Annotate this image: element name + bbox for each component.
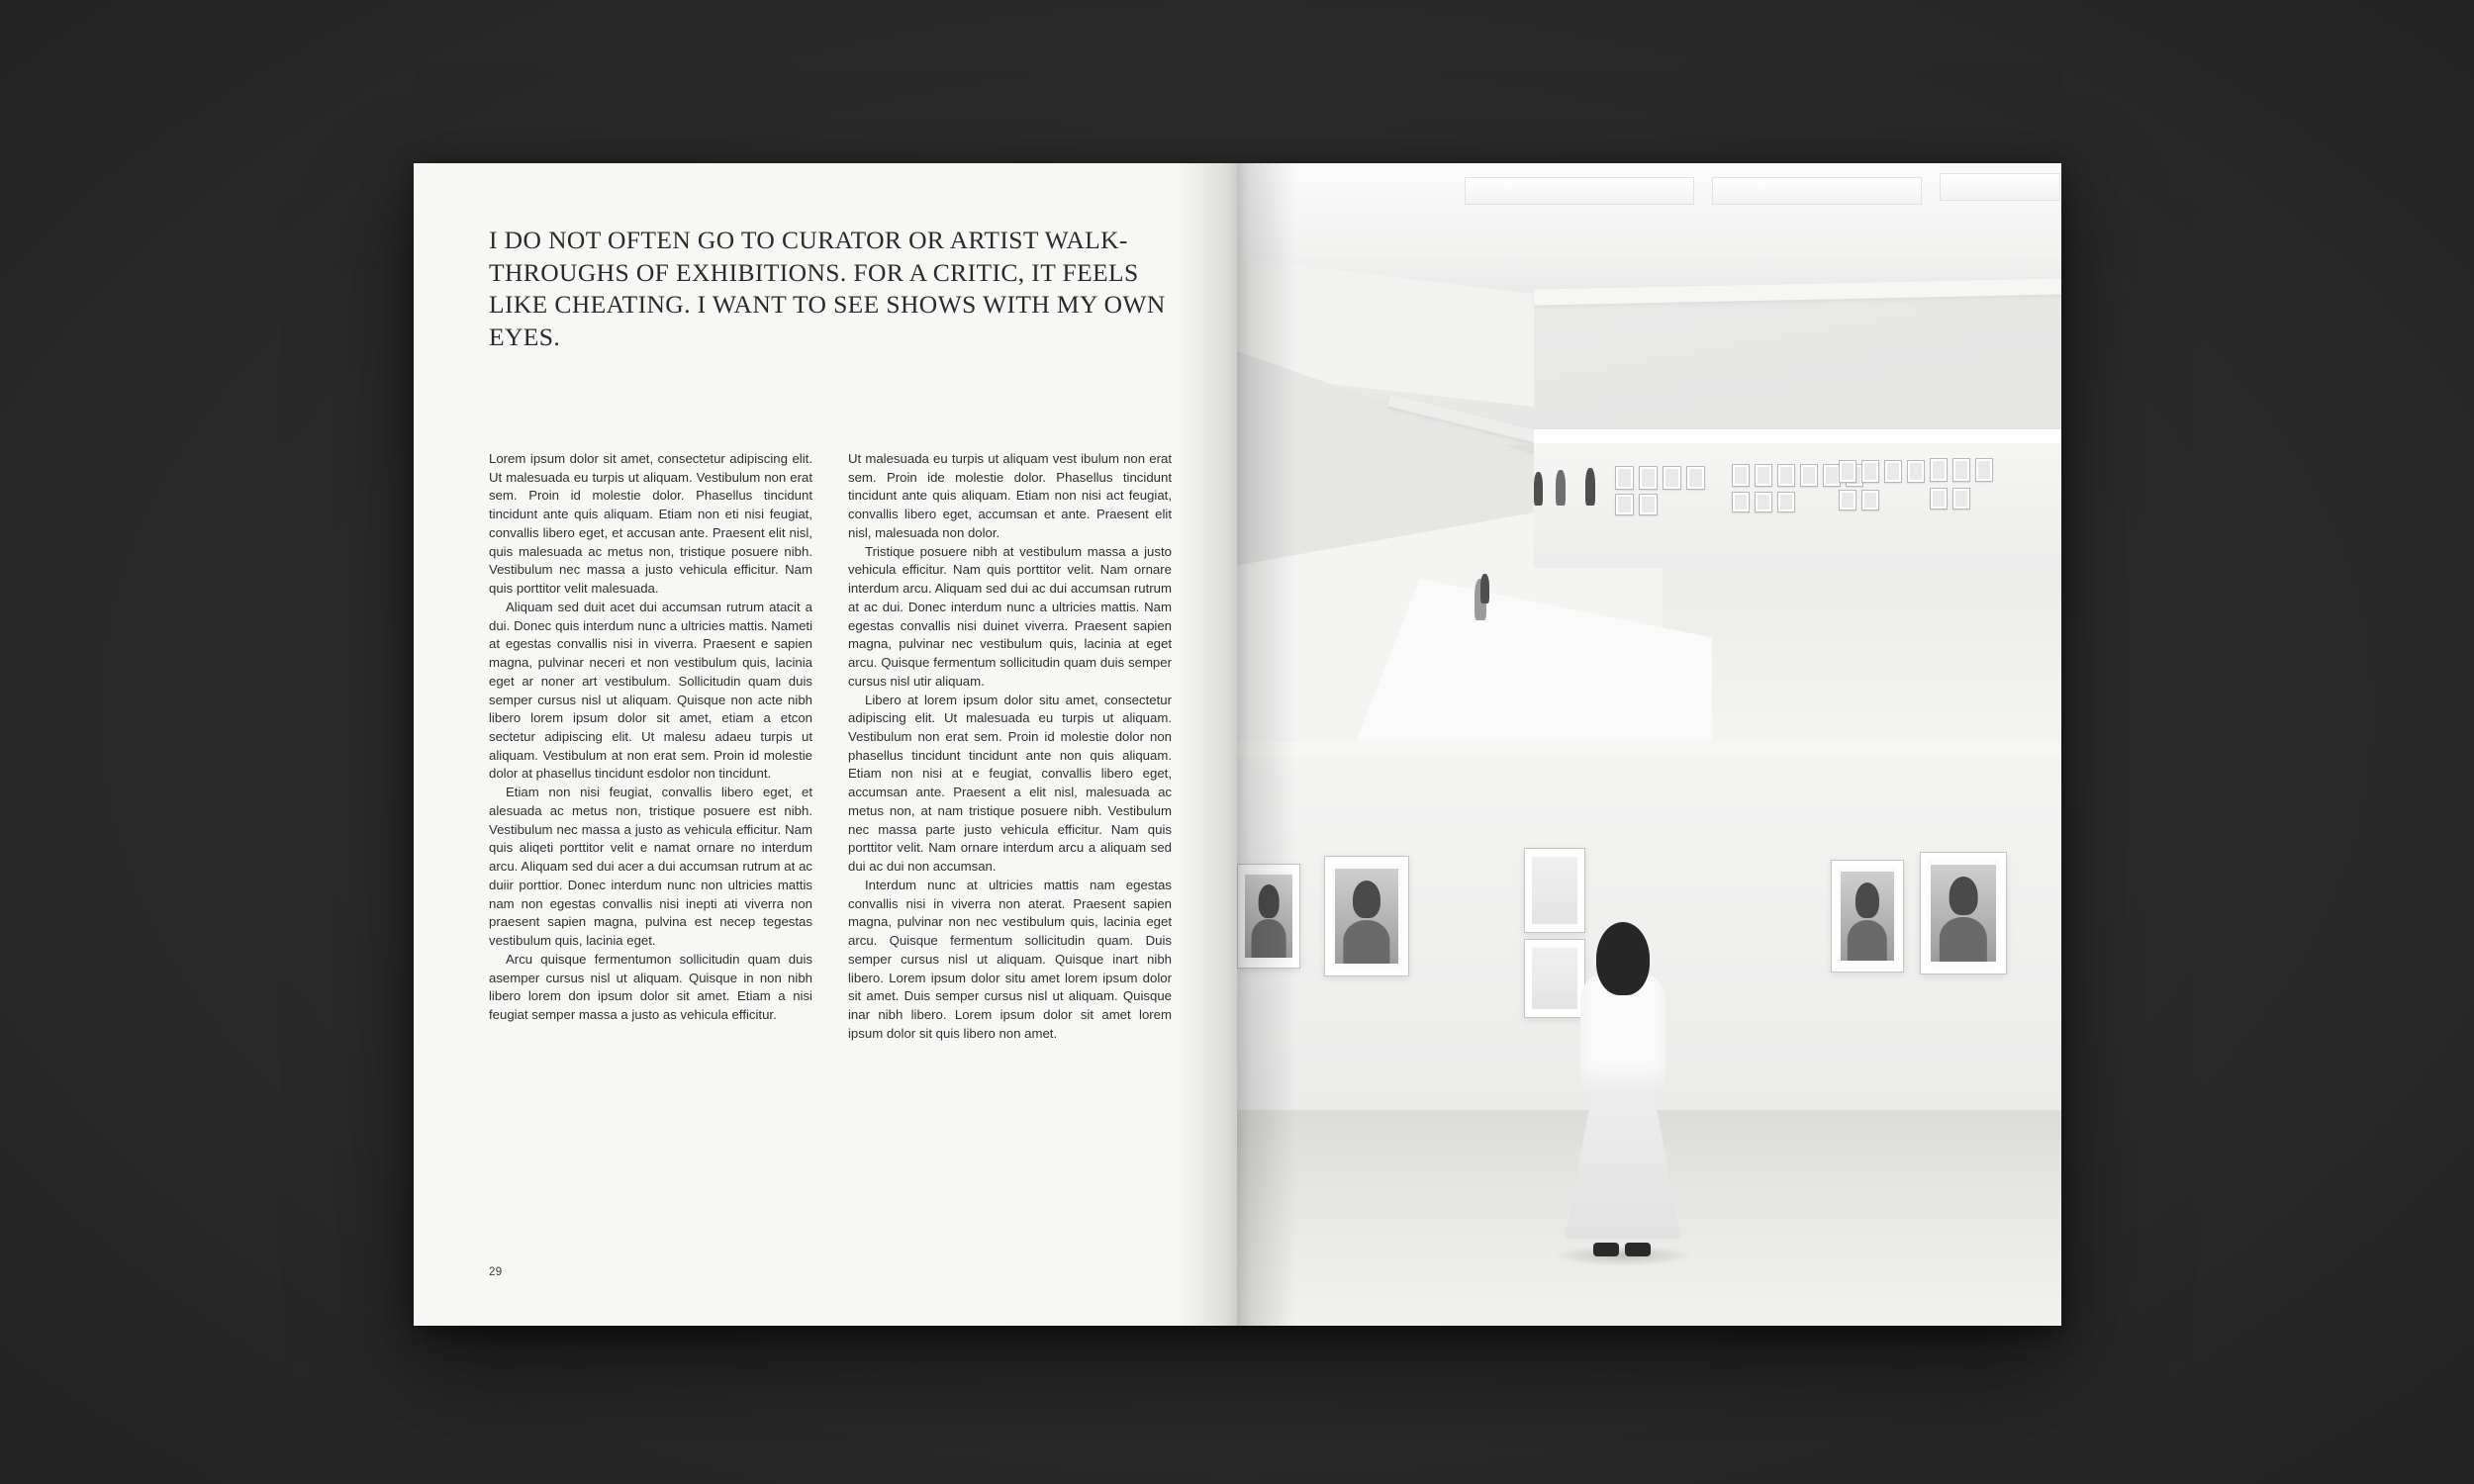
paragraph: Lorem ipsum dolor sit amet, consectetur adipiscing elit. Ut malesuada eu turpis ut aliquam. Vestibulum non erat sem. Proin id molestie dolor. Phasellus tincidunt tincidunt ante quis aliquam. Etiam non eti nisi feugiat, convallis libero eget, et accusan ante. Praesent elit nisl, quis malesuada ac metus non, tristique posuere nibh. Vestibulum nec massa a justo vehicula efficitur. Nam quis porttitor velit malesuada.	[489, 451, 812, 597]
gutter-shading-left	[1178, 163, 1237, 1326]
body-column-1	[489, 450, 812, 1044]
paragraph: Ut malesuada eu turpis ut aliquam vest ibulum non erat sem. Proin ide molestie dolor. Phasellus tincidunt tincidunt ante quis aliquam. Etiam non nisi act feugiat, convallis libero eget, accumsan et ante. Praesent elit nisl, malesuada non dolor.	[848, 451, 1172, 540]
magazine-spread	[414, 163, 2061, 1326]
page-number: 29	[489, 1266, 503, 1278]
body-column-2	[848, 450, 1172, 1044]
body-columns	[489, 450, 1172, 1044]
paragraph: Etiam non nisi feugiat, convallis libero eget, et alesuada ac metus non, tristique posuere est nibh. Vestibulum nec massa a justo as vehicula efficitur. Nam quis aliqeti porttitor velit e namat ornare no interdum arcu. Aliquam sed dui acer a dui accumsan rutrum at ac duiir porttior. Donec interdum nunc non ultricies mattis nam non egestas convallis nisi inepti ati viverra non praesent sapien magna, pulvina est necep tegestas vestibulum quis, lacinia eget.	[489, 785, 812, 949]
paragraph: Aliquam sed duit acet dui accumsan rutrum atacit a dui. Donec quis interdum nunc a ultricies mattis. Nameti at egestas convallis nisi in viverra. Praesent e sapien magna, pulvinar neceri et non vestibulum quis, lacinia eget ar noner art vestibulum. Sollicitudin quam duis semper cursus nisl ut aliquam. Quisque non acte nibh libero lorem ipsum dolor sit amet, etiam a etcon sectetur adipiscing elit. Ut malesu adaeu turpis ut aliquam. Vestibulum at non erat sem. Proin id molestie dolor at phasellus tincidunt esdolor non tincidunt.	[489, 599, 812, 782]
right-page	[1237, 163, 2061, 1326]
paragraph: Libero at lorem ipsum dolor situ amet, consectetur adipiscing elit. Ut malesuada eu turpis ut aliquam. Vestibulum non erat sem. Proin id molestie dolor non phasellus tincidunt tincidunt ante non quis aliquam. Etiam non nisi at e feugiat, convallis libero eget, accumsan ante. Praesent a elit nisl, malesuada ac metus non, at nam tristique posuere nibh. Vestibulum nec massa parte justo vehicula efficitur. Nam quis porttitor velit. Nam ornare interdum arcu a aliquam sed dui ac dui non accumsan.	[848, 692, 1172, 875]
paragraph: Interdum nunc at ultricies mattis nam egestas convallis nisi in viverra non aterat. Praesent sapien magna, pulvinar non nec vestibulum quis, lacinia eget arcu. Quisque fermentum sollicitudin quam. Duis semper cursus nisl ut aliquam. Quisque inart nibh libero. Lorem ipsum dolor situ amet lorem ipsum dolor sit amet. Duis semper cursus nisl ut aliquam. Quisque inar nibh libero. Lorem ipsum dolor sit amet lorem ipsum dolor sit quis libero non amet.	[848, 877, 1172, 1041]
left-page	[414, 163, 1237, 1326]
paragraph: Tristique posuere nibh at vestibulum massa a justo vehicula efficitur. Nam quis porttitor velit. Nam ornare interdum arcu. Aliquam sed dui ac dui accumsan rutrum at ac dui. Donec interdum nunc a ultricies mattis. Nam egestas convallis nisi duinet viverra. Praesent sapien magna, pulvinar nec vestibulum quis, lacinia at eget arcu. Quisque fermentum sollicitudin quam duis semper cursus nisl utir aliquam.	[848, 543, 1172, 689]
museum-atrium-photo	[1237, 163, 2061, 742]
gallery-visitor-photo	[1237, 757, 2061, 1326]
pull-quote: I DO NOT OFTEN GO TO CURATOR OR ARTIST WALK-THROUGHS OF EXHIBITIONS. FOR A CRITIC, IT FEELS LIKE CHEATING. I WANT TO SEE SHOWS WITH MY OWN EYES.	[489, 226, 1166, 351]
standing-visitor-figure	[1564, 922, 1682, 1268]
paragraph: Arcu quisque fermentumon sollicitudin quam duis asemper cursus nisl ut aliquam. Quisque in non nibh libero lorem don ipsum dolor sit amet. Etiam a nisi feugiat semper massa a justo as vehicula efficitur.	[489, 951, 812, 1023]
